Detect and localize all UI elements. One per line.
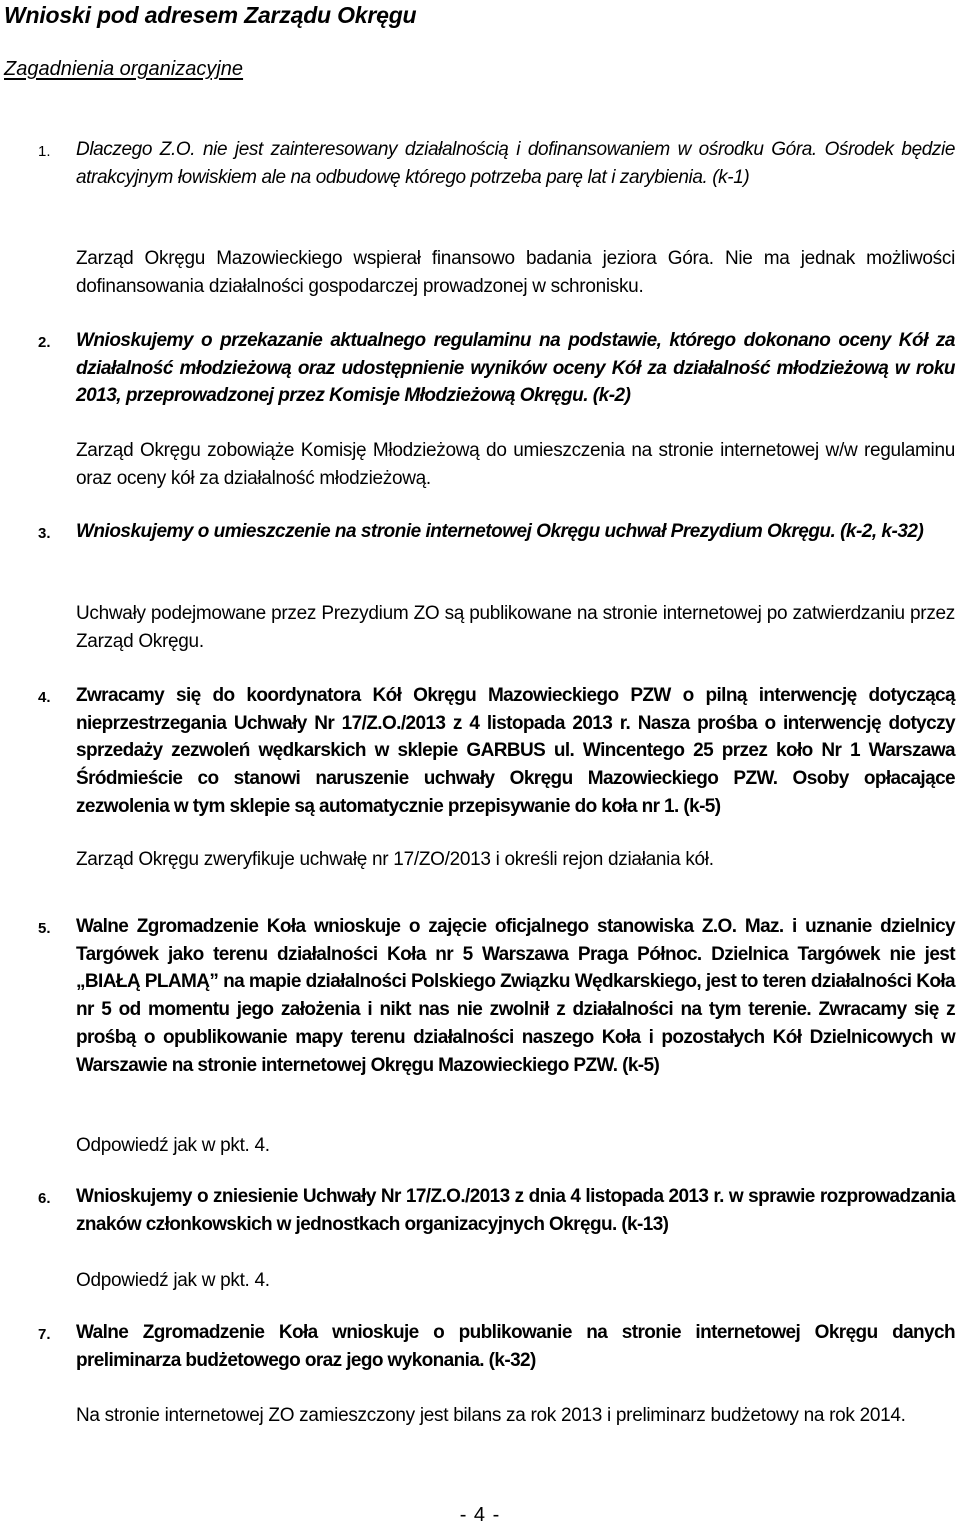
item-number-1: 1. (38, 143, 51, 160)
item-answer-7: Na stronie internetowej ZO zamieszczony jest bilans za rok 2013 i preliminarz budżetowy na rok 2014. (76, 1405, 906, 1426)
item-question-6: Wnioskujemy o zniesienie Uchwały Nr 17/Z.O./2013 z dnia 4 listopada 2013 r. w sprawie rozprowadzania znaków członkowskich w jednostkach organizacyjnych Okręgu. (k-13) (76, 1186, 955, 1235)
item-answer-1: Zarząd Okręgu Mazowieckiego wspierał finansowo badania jeziora Góra. Nie ma jednak możliwości dofinansowania działalności gospodarczej prowadzonej w schronisku. (76, 248, 955, 297)
item-number-3: 3. (38, 525, 51, 542)
item-number-4: 4. (38, 689, 51, 706)
item-number-2: 2. (38, 334, 51, 351)
item-answer-4: Zarząd Okręgu zweryfikuje uchwałę nr 17/ZO/2013 i określi rejon działania kół. (76, 849, 714, 870)
item-question-5: Walne Zgromadzenie Koła wnioskuje o zajęcie oficjalnego stanowiska Z.O. Maz. i uznanie dzielnicy Targówek jako terenu działalności Koła nr 5 Warszawa Praga Północ. Dzielnica Targówek nie jest „BIAŁĄ PLAMĄ” na mapie działalności Polskiego Związku Wędkarskiego, jest to teren działalności Koła nr 5 od momentu jego założenia i nikt nas nie zwolnił z działalności na tym terenie. Zwracamy się z prośbą o opublikowanie mapy terenu działalności naszego Koła i pozostałych Kół Dzielnicowych w Warszawie na stronie internetowej Okręgu Mazowieckiego PZW. (k-5) (76, 916, 955, 1076)
item-answer-5: Odpowiedź jak w pkt. 4. (76, 1135, 270, 1156)
section-heading: Zagadnienia organizacyjne (4, 58, 244, 80)
item-answer-3: Uchwały podejmowane przez Prezydium ZO są publikowane na stronie internetowej po zatwierdzaniu przez Zarząd Okręgu. (76, 603, 955, 652)
page-number: - 4 - (459, 1504, 501, 1526)
item-question-2: Wnioskujemy o przekazanie aktualnego regulaminu na podstawie, którego dokonano oceny Kół za działalność młodzieżową oraz udostępnienie wyników oceny Kół za działalność młodzieżową w roku 2013, przeprowadzonej przez Komisje Młodzieżową Okręgu. (k-2) (76, 330, 955, 407)
item-question-7: Walne Zgromadzenie Koła wnioskuje o publikowanie na stronie internetowej Okręgu danych preliminarza budżetowego oraz jego wykonania. (k-32) (76, 1322, 955, 1371)
item-number-7: 7. (38, 1326, 51, 1343)
item-number-6: 6. (38, 1190, 51, 1207)
document-title: Wnioski pod adresem Zarządu Okręgu (4, 2, 417, 28)
item-number-5: 5. (38, 920, 51, 937)
item-question-1: Dlaczego Z.O. nie jest zainteresowany działalnością i dofinansowaniem w ośrodku Góra. Ośrodek będzie atrakcyjnym łowiskiem ale na odbudowę którego potrzeba parę lat i zarybienia. (k-1) (76, 139, 955, 188)
item-answer-6: Odpowiedź jak w pkt. 4. (76, 1270, 270, 1291)
item-question-4: Zwracamy się do koordynatora Kół Okręgu Mazowieckiego PZW o pilną interwencję dotyczącą nieprzestrzegania Uchwały Nr 17/Z.O./2013 z 4 listopada 2013 r. Nasza prośba o interwencję dotyczy sprzedaży zezwoleń wędkarskich w sklepie GARBUS ul. Wincentego 25 przez koło Nr 1 Warszawa Śródmieście co stanowi naruszenie uchwały Okręgu Mazowieckiego PZW. Osoby opłacające zezwolenia w tym sklepie są automatycznie przepisywanie do koła nr 1. (k-5) (76, 685, 955, 817)
item-question-3: Wnioskujemy o umieszczenie na stronie internetowej Okręgu uchwał Prezydium Okręgu. (k-2, k-32) (76, 521, 924, 542)
item-answer-2: Zarząd Okręgu zobowiąże Komisję Młodzieżową do umieszczenia na stronie internetowej w/w regulaminu oraz oceny kół za działalność młodzieżową. (76, 440, 955, 489)
